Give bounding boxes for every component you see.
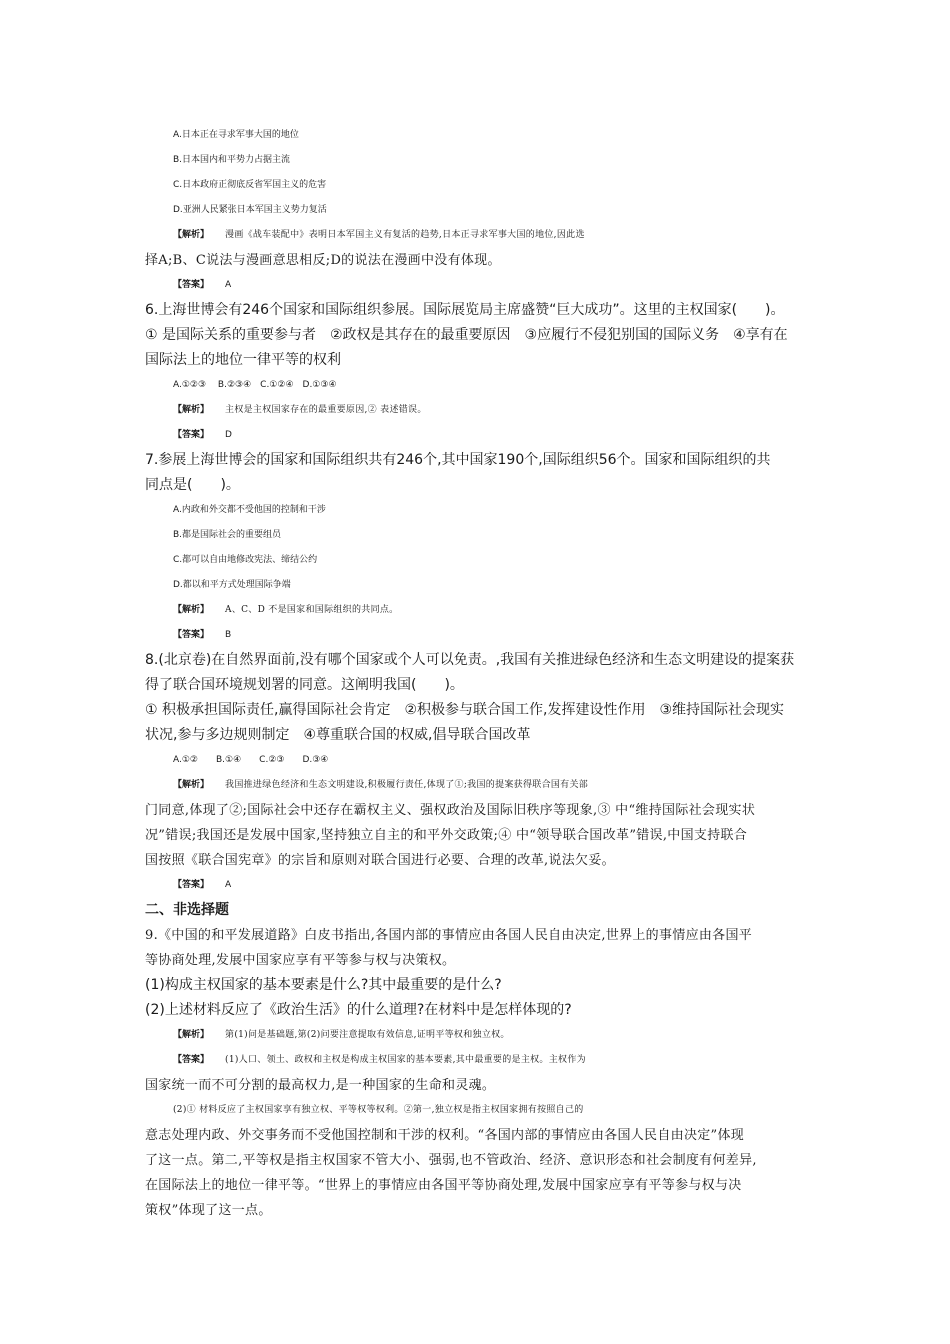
section-title: 二、非选择题 (145, 902, 229, 918)
q9-answer-2-line2: 意志处理内政、外交事务而不受他国控制和干涉的权利。“各国内部的事情应由各国人民自由决定”体现 (145, 1128, 745, 1143)
q7-stem-cont: 同点是( )。 (145, 477, 240, 493)
answer-value: A (225, 280, 232, 290)
q9-answer (173, 1048, 838, 1073)
q9-answer-2: (2)① 材料反应了主权国家享有独立权、平等权等权利。②第一,独立权是指主权国家拥有按照自己的 (173, 1105, 584, 1115)
analysis-text: 第(1)问是基础题,第(2)问要注意提取有效信息,证明平等权和独立权。 (225, 1030, 510, 1040)
q9-stem-cont: 等协商处理,发展中国家应享有平等参与权与决策权。 (145, 953, 456, 968)
analysis-label: 【解析】 (173, 605, 210, 615)
q9-stem: 9.《中国的和平发展道路》白皮书指出,各国内部的事情应由各国人民自由决定,世界上的事情应由各国平 (145, 928, 753, 943)
q5-option-b: B.日本国内和平势力占据主流 (173, 155, 291, 165)
q9-answer-2-line3: 了这一点。第二,平等权是指主权国家不管大小、强弱,也不管政治、经济、意识形态和社会制度有何差异, (145, 1153, 757, 1168)
answer-value: A (225, 880, 232, 890)
q6-analysis (173, 398, 838, 423)
q8-stem: 8.(北京卷)在自然界面前,没有哪个国家或个人可以免责。,我国有关推进绿色经济和生态文明建设的提案获 (145, 652, 795, 668)
q8-analysis-line4: 国按照《联合国宪章》的宗旨和原则对联合国进行必要、合理的改革,说法欠妥。 (145, 853, 615, 868)
q9-answer-2-line4: 在国际法上的地位一律平等。“世界上的事情应由各国平等协商处理,发展中国家应享有平等参与权与决 (145, 1178, 742, 1193)
answer-label: 【答案】 (173, 1055, 210, 1065)
q6-answer (173, 423, 838, 448)
analysis-text: 我国推进绿色经济和生态文明建设,积极履行责任,体现了①;我国的提案获得联合国有关部 (225, 780, 589, 790)
q5-analysis-cont: 择A;B、C说法与漫画意思相反;D的说法在漫画中没有体现。 (145, 253, 501, 268)
q7-option-d: D.都以和平方式处理国际争端 (173, 580, 291, 590)
analysis-label: 【解析】 (173, 1030, 210, 1040)
q6-stem-items-cont: 国际法上的地位一律平等的权利 (145, 352, 341, 368)
answer-label: 【答案】 (173, 880, 210, 890)
q8-answer (173, 873, 838, 898)
q9-subquestion-1: (1)构成主权国家的基本要素是什么?其中最重要的是什么? (145, 977, 502, 993)
q9-answer-2-line5: 策权”体现了这一点。 (145, 1203, 272, 1218)
q8-analysis-line3: 况”错误;我国还是发展中国家,坚持独立自主的和平外交政策;④ 中“领导联合国改革”错误,中国支持联合 (145, 828, 748, 843)
analysis-label: 【解析】 (173, 780, 210, 790)
q7-stem: 7.参展上海世博会的国家和国际组织共有246个,其中国家190个,国际组织56个。国家和国际组织的共 (145, 452, 771, 468)
q5-analysis (173, 223, 838, 248)
q8-stem-items: ① 积极承担国际责任,赢得国际社会肯定 ②积极参与联合国工作,发挥建设性作用 ③维持国际社会现实 (145, 702, 785, 718)
q9-analysis (173, 1023, 838, 1048)
answer-text: (1)人口、领土、政权和主权是构成主权国家的基本要素,其中最重要的是主权。主权作为 (225, 1055, 586, 1065)
q9-subquestion-2: (2)上述材料反应了《政治生活》的什么道理?在材料中是怎样体现的? (145, 1002, 572, 1018)
q6-options: A.①②③ B.②③④ C.①②④ D.①③④ (173, 380, 337, 390)
q7-analysis (173, 598, 838, 623)
q8-options: A.①② B.①④ C.②③ D.③④ (173, 755, 329, 765)
q5-option-d: D.亚洲人民紧张日本军国主义势力复活 (173, 205, 327, 215)
answer-label: 【答案】 (173, 630, 210, 640)
q6-stem-items: ① 是国际关系的重要参与者 ②政权是其存在的最重要原因 ③应履行不侵犯别国的国际义务 ④享有在 (145, 327, 788, 343)
q7-option-c: C.都可以自由地修改宪法、缔结公约 (173, 555, 318, 565)
q5-answer (173, 273, 838, 298)
analysis-text: 主权是主权国家存在的最重要原因,② 表述错误。 (225, 405, 427, 415)
answer-label: 【答案】 (173, 430, 210, 440)
answer-value: B (225, 630, 232, 640)
q8-stem-cont: 得了联合国环境规划署的同意。这阐明我国( )。 (145, 677, 464, 693)
analysis-label: 【解析】 (173, 230, 210, 240)
analysis-label: 【解析】 (173, 405, 210, 415)
analysis-text: 漫画《战车装配中》表明日本军国主义有复活的趋势,日本正寻求军事大国的地位,因此选 (225, 230, 585, 240)
answer-label: 【答案】 (173, 280, 210, 290)
q5-option-c: C.日本政府正彻底反省军国主义的危害 (173, 180, 327, 190)
q9-answer-1-cont: 国家统一而不可分割的最高权力,是一种国家的生命和灵魂。 (145, 1078, 496, 1093)
q8-stem-items-cont: 状况,参与多边规则制定 ④尊重联合国的权威,倡导联合国改革 (145, 727, 531, 743)
q7-answer (173, 623, 838, 648)
answer-value: D (225, 430, 232, 440)
q8-analysis-line2: 门同意,体现了②;国际社会中还存在霸权主义、强权政治及国际旧秩序等现象,③ 中“维持国际社会现实状 (145, 803, 756, 818)
q8-analysis (173, 773, 838, 798)
q7-option-a: A.内政和外交都不受他国的控制和干涉 (173, 505, 326, 515)
q7-option-b: B.都是国际社会的重要组员 (173, 530, 282, 540)
q5-option-a: A.日本正在寻求军事大国的地位 (173, 130, 299, 140)
analysis-text: A、C、D 不是国家和国际组织的共同点。 (225, 605, 399, 615)
q6-stem: 6.上海世博会有246个国家和国际组织参展。国际展览局主席盛赞“巨大成功”。这里的主权国家( )。 (145, 302, 785, 318)
